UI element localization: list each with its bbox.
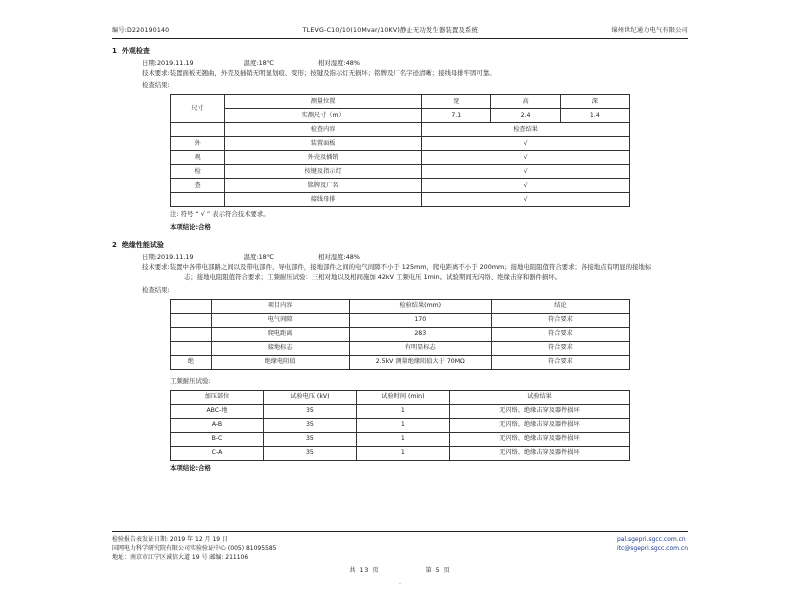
hv-pos-1: ABC-地 [171, 404, 264, 418]
result-panel: √ [422, 137, 630, 151]
head-content: 检查内容 [225, 123, 422, 137]
table-row [171, 446, 630, 460]
table-row [171, 179, 630, 193]
conclusion-label-2: 本项结论: [170, 463, 199, 472]
hv-result-3: 无闪络、绝缘击穿及器件损坏 [449, 432, 629, 446]
total-pages: 13 [359, 567, 370, 575]
item-shell: 外壳及插销 [225, 151, 422, 165]
hv-result-4: 无闪络、绝缘击穿及器件损坏 [449, 446, 629, 460]
device-title: TLEVG-C10/10(10Mvar/10KV)静止无功发生器装置及系统 [302, 27, 478, 34]
page-bottom-mark: ⁻ [398, 582, 402, 589]
inspect-char-1: 外 [171, 137, 225, 151]
footer-email-2[interactable]: itc@sgepri.sgcc.com.cn [616, 544, 688, 552]
inspect-col-blank [171, 123, 225, 137]
ins-conc-ground-mark: 符合要求 [491, 341, 629, 355]
ins-item-ground-mark: 接地标志 [211, 341, 349, 355]
table-row [171, 165, 630, 179]
appearance-table [170, 94, 630, 207]
hv-pos-2: A-B [171, 418, 264, 432]
section-2-result-label: 检查结果: [142, 285, 170, 294]
size-label: 尺寸 [171, 95, 225, 123]
table-row [171, 432, 630, 446]
section-2-requirements [142, 263, 654, 283]
table-row [171, 95, 630, 109]
page-footer [112, 531, 688, 577]
section-1-conclusion [170, 223, 688, 233]
section-1-number: 1 [112, 46, 117, 55]
hv-pos-4: C-A [171, 446, 264, 460]
section-1-conditions [142, 59, 688, 69]
section-1-requirements [142, 69, 654, 79]
humidity-label-1: 相对湿度: [317, 58, 346, 67]
ins-item-creepage: 爬电距离 [211, 327, 349, 341]
section-2-title [112, 240, 688, 251]
ins-row-label-blank-2 [171, 327, 212, 341]
page-label: 第 [425, 567, 433, 575]
ins-conc-creepage: 符合要求 [491, 327, 629, 341]
insulation-col-blank [171, 299, 212, 313]
table-row [171, 404, 630, 418]
req-text-2: 装置中各带电部路之间以及带电部件、导电部件，接地部件之间的电气间隙不小于 125mm，爬电距离不小于 200mm；接地电阻阻值符合要求；各接地点有明显的接地标志；接地电阻阻值符合要求；工频耐压试验：三相对地以及相间施加 42kV 工频电压 1min。试验期间无闪络、绝缘击穿和器件损坏。 [169, 262, 652, 281]
ins-value-creepage: 283 [349, 327, 491, 341]
hv-head-position: 加压部位 [171, 390, 264, 404]
hv-head-time: 试验时间 (min) [356, 390, 449, 404]
ins-item-resistance: 绝缘电阻值 [211, 355, 349, 369]
head-width: 宽 [422, 95, 491, 109]
ins-head-conclusion: 结论 [491, 299, 629, 313]
page-number: 5 [435, 567, 441, 575]
measure-width: 7.1 [422, 109, 491, 123]
ins-row-label: 绝 [171, 355, 212, 369]
conclusion-value-2: 合格 [198, 463, 211, 472]
inspect-char-3: 检 [171, 165, 225, 179]
footer-email-1[interactable]: pal.sgepri.sgcc.com.cn [616, 535, 686, 543]
req-text-1: 装置面板无翘曲，外壳及插销无明显划痕、变形；按键及指示灯无损坏；铭牌及厂名字迹清晰；接线母排牢固可靠。 [169, 68, 496, 77]
section-2-number: 2 [112, 241, 117, 250]
section-1-name: 外观检查 [121, 46, 150, 55]
date-label-1: 日期: [142, 58, 157, 67]
hv-volt-1: 35 [263, 404, 356, 418]
table-row [171, 390, 630, 404]
hv-time-3: 1 [356, 432, 449, 446]
date-value-1: 2019.11.19 [156, 58, 194, 67]
hv-test-title: 工频耐压试验: [170, 376, 211, 385]
result-nameplate: √ [422, 179, 630, 193]
inspect-char-4: 查 [171, 179, 225, 193]
head-position: 测量位置 [225, 95, 422, 109]
humidity-value-2: 48% [345, 253, 360, 262]
measure-depth: 1.4 [560, 109, 629, 123]
ins-conc-clearance: 符合要求 [491, 313, 629, 327]
head-result: 检查结果 [422, 123, 630, 137]
section-insulation [112, 240, 688, 473]
hv-time-4: 1 [356, 446, 449, 460]
ins-item-clearance: 电气间隙 [211, 313, 349, 327]
table-row [171, 355, 630, 369]
item-nameplate: 铭牌及厂名 [225, 179, 422, 193]
temp-value-2: 18℃ [258, 253, 274, 262]
ins-conc-resistance: 符合要求 [491, 355, 629, 369]
conclusion-value-1: 合格 [198, 223, 211, 232]
table-row [171, 123, 630, 137]
result-shell: √ [422, 151, 630, 165]
temp-value-1: 18℃ [258, 58, 274, 67]
table-row [171, 327, 630, 341]
hv-head-result: 试验结果 [449, 390, 629, 404]
section-2-conclusion [170, 464, 688, 474]
item-keys: 按键及指示灯 [225, 165, 422, 179]
item-busbar: 接线母排 [225, 193, 422, 207]
section-1-title [112, 46, 688, 57]
hv-time-1: 1 [356, 404, 449, 418]
section-1-note: 注: 符号 “ √ ” 表示符合技术要求。 [170, 210, 270, 219]
measure-height: 2.4 [491, 109, 560, 123]
humidity-value-1: 48% [345, 58, 360, 67]
footer-issue-date: 检验报告表发证日期: 2019 年 12 月 19 日 [112, 535, 229, 543]
table-row [171, 299, 630, 313]
ins-head-item: 项目内容 [211, 299, 349, 313]
footer-address: 地址：南京市江宁区诚信大道 19 号 邮编: 211106 [112, 554, 249, 562]
measure-label: 实测尺寸（m） [225, 109, 422, 123]
ins-value-resistance: 2.5kV 测量绝缘阻值大于 70MΩ [349, 355, 491, 369]
inspect-char-2: 观 [171, 151, 225, 165]
page-numbering [112, 566, 688, 576]
temp-label-1: 温度: [243, 58, 259, 67]
page-unit: 页 [443, 567, 451, 575]
req-label-1: 技术要求: [142, 68, 170, 77]
hv-time-2: 1 [356, 418, 449, 432]
report-code: 编号:D220190140 [112, 27, 170, 35]
date-label-2: 日期: [142, 253, 157, 262]
hv-result-2: 无闪络、绝缘击穿及器件损坏 [449, 418, 629, 432]
table-row [171, 418, 630, 432]
ins-value-clearance: 170 [349, 313, 491, 327]
total-label: 共 [349, 567, 357, 575]
hv-result-1: 无闪络、绝缘击穿及器件损坏 [449, 404, 629, 418]
table-row [171, 193, 630, 207]
table-row [171, 313, 630, 327]
section-2-conditions [142, 253, 688, 263]
temp-label-2: 温度: [243, 253, 259, 262]
hv-head-voltage: 试验电压 (kV) [263, 390, 356, 404]
section-2-name: 绝缘性能试验 [121, 241, 164, 250]
ins-head-result: 检验结果(mm) [349, 299, 491, 313]
result-busbar: √ [422, 193, 630, 207]
item-panel: 装置面板 [225, 137, 422, 151]
conclusion-label-1: 本项结论: [170, 223, 199, 232]
section-1-result-label: 检查结果: [142, 81, 170, 90]
total-unit: 页 [372, 567, 380, 575]
table-row [171, 151, 630, 165]
company-name: 锦州世纪通力电气有限公司 [611, 27, 688, 35]
head-depth: 深 [560, 95, 629, 109]
hv-test-table [170, 390, 630, 461]
ins-row-label-blank-3 [171, 341, 212, 355]
table-row [171, 137, 630, 151]
hv-pos-3: B-C [171, 432, 264, 446]
section-appearance [112, 46, 688, 233]
hv-volt-3: 35 [263, 432, 356, 446]
ins-value-ground-mark: 有明显标志 [349, 341, 491, 355]
humidity-label-2: 相对湿度: [317, 253, 346, 262]
insulation-table [170, 299, 630, 370]
page-header [112, 26, 688, 39]
table-row [171, 341, 630, 355]
ins-row-label-blank-1 [171, 313, 212, 327]
hv-volt-4: 35 [263, 446, 356, 460]
footer-organization: 国网电力科学研究院有限公司实验验证中心 (005) 81095585 [112, 544, 277, 552]
date-value-2: 2019.11.19 [156, 253, 194, 262]
result-keys: √ [422, 165, 630, 179]
head-height: 高 [491, 95, 560, 109]
req-label-2: 技术要求: [142, 262, 170, 271]
inspect-col-blank-2 [171, 193, 225, 207]
hv-volt-2: 35 [263, 418, 356, 432]
table-row [171, 109, 630, 123]
